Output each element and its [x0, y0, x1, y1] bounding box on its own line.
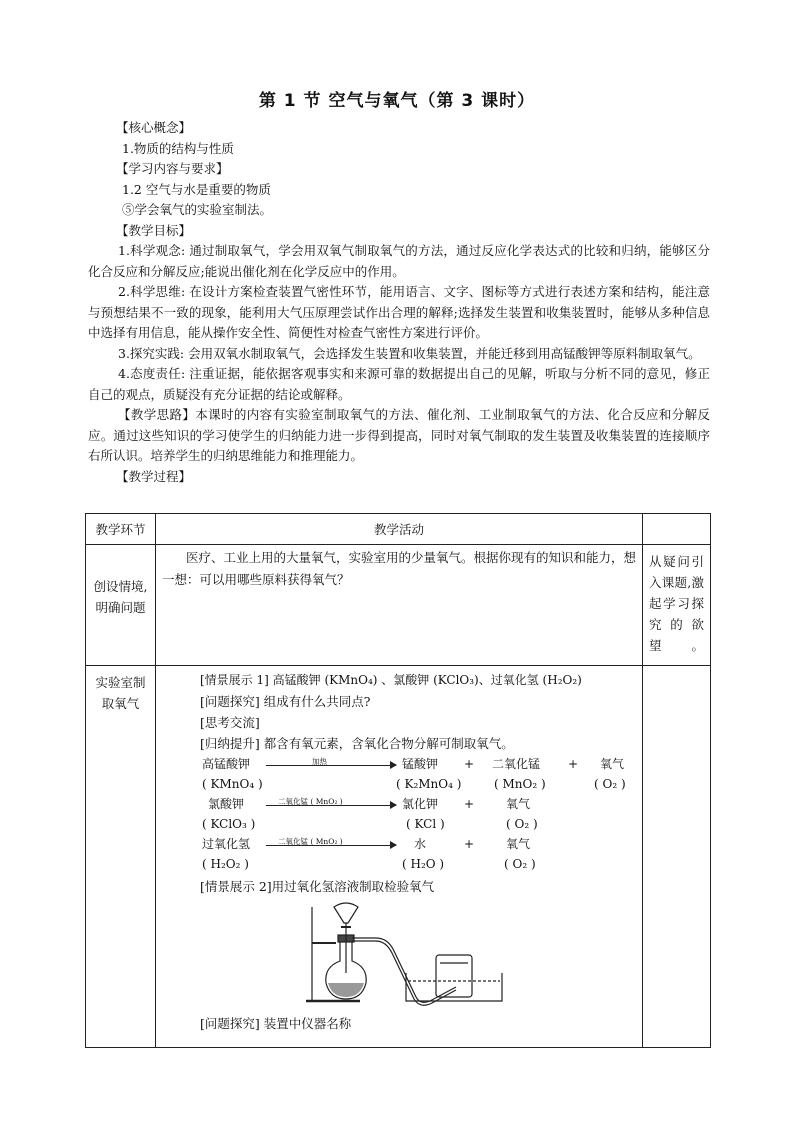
- intro-section: [88, 118, 710, 487]
- question-explore-2: [问题探究] 装置中仪器名称: [200, 1016, 352, 1031]
- core-concept-heading: 【核心概念】: [116, 120, 192, 135]
- eq2-condition: 二氧化锰 ( MnO₂ ): [278, 797, 343, 806]
- stage-label-line1: 创设情境,: [93, 579, 148, 594]
- eq2-product-1-formula: ( KCl ): [406, 817, 445, 831]
- think-exchange: [思考交流]: [200, 715, 260, 730]
- eq1-product-2: 二氧化锰: [492, 757, 541, 771]
- teaching-goals-heading: 【教学目标】: [116, 222, 192, 238]
- eq1-product-2-formula: ( MnO₂ ): [494, 777, 546, 791]
- table-header-row: [86, 514, 711, 545]
- activity-cell: [156, 666, 643, 1048]
- header-activity: 教学活动: [156, 514, 643, 545]
- eq3-reactant-formula: ( H₂O₂ ): [202, 857, 249, 871]
- eq3-product-1: 水: [414, 837, 427, 851]
- goal-attitude-responsibility: 4.态度责任: 注重证据，能依据客观事实和来源可靠的数据提出自己的见解，听取与分析不同的意见，修正自己的观点，质疑没有充分证据的结论或解释。: [88, 366, 710, 402]
- oxygen-apparatus-diagram: [306, 901, 506, 1011]
- learning-content-subitem: ⑤学会氧气的实验室制法。: [122, 202, 273, 217]
- activity-text: 医疗、工业上用的大量氧气，实验室用的少量氧气。根据你现有的知识和能力，想一想：可以用哪些原料获得氧气？: [162, 550, 637, 587]
- scenario-1: [情景展示 1] 高锰酸钾 (KMnO₄) 、氯酸钾 (KClO₃)、过氧化氢 (H₂O₂): [200, 673, 582, 687]
- eq1-product-1-formula: ( K₂MnO₄ ): [396, 777, 462, 791]
- eq1-reactant-formula: ( KMnO₄ ): [202, 777, 263, 791]
- stage-cell: [86, 666, 156, 1048]
- header-stage: 教学环节: [86, 514, 156, 545]
- table-row: [86, 666, 711, 1048]
- eq2-plus: +: [464, 797, 475, 811]
- eq1-product-3-formula: ( O₂ ): [594, 777, 626, 791]
- eq1-arrow: [266, 757, 396, 766]
- eq2-reactant: 氯酸钾: [208, 797, 245, 811]
- header-note: [643, 514, 711, 545]
- delivery-tube: [352, 938, 456, 1002]
- table-row: [86, 545, 711, 666]
- teaching-process-table: [85, 513, 711, 1048]
- eq3-product-1-formula: ( H₂O ): [402, 857, 445, 871]
- eq2-reactant-formula: ( KClO₃ ): [202, 817, 256, 831]
- stage-cell: [86, 545, 156, 666]
- page-title: 第 1 节 空气与氧气（第 3 课时）: [258, 91, 536, 111]
- activity-cell: [156, 545, 643, 666]
- stage-label-line1: 实验室制: [95, 675, 146, 690]
- eq3-condition: 二氧化锰 ( MnO₂ ): [278, 837, 343, 846]
- eq2-product-2: 氧气: [506, 797, 531, 811]
- note-cell: [643, 666, 711, 1048]
- question-explore-1: [问题探究] 组成有什么共同点?: [200, 694, 371, 709]
- core-concept-item: 1.物质的结构与性质: [122, 140, 234, 156]
- note-text: 从疑问引入课题,激起学习探究的欲望。: [649, 554, 704, 653]
- eq2-product-1: 氯化钾: [402, 797, 439, 811]
- eq2-product-2-formula: ( O₂ ): [506, 817, 538, 831]
- goal-inquiry-practice: 3.探究实践: 会用双氧水制取氧气，会选择发生装置和收集装置，并能迁移到用高锰酸钾等原料制取氧气。: [118, 345, 701, 361]
- eq3-reactant: 过氧化氢: [202, 837, 251, 851]
- teaching-approach: 【教学思路】本课时的内容有实验室制取氧气的方法、催化剂、工业制取氧气的方法、化合反应和分解反应。通过这些知识的学习使学生的归纳能力进一步得到提高，同时对氧气制取的发生装置及收集装置的连接顺序右所认识。培养学生的归纳思维能力和推理能力。: [88, 407, 710, 463]
- reaction-equations: [200, 754, 626, 874]
- note-cell: [643, 545, 711, 666]
- eq1-product-3: 氧气: [600, 757, 625, 771]
- eq3-arrow: [266, 837, 396, 846]
- stage-label-line2: 明确问题: [95, 600, 146, 615]
- summary: [归纳提升] 都含有氧元素，含氧化合物分解可制取氧气。: [200, 736, 514, 751]
- eq1-condition: 加热: [312, 757, 327, 766]
- stage-label-line2: 取氧气: [101, 696, 140, 711]
- eq2-arrow: [266, 797, 396, 806]
- learning-content-heading: 【学习内容与要求】: [116, 161, 229, 176]
- eq1-product-1: 锰酸钾: [402, 757, 439, 771]
- goal-scientific-concept: 1.科学观念: 通过制取氧气，学会用双氧气制取氧气的方法，通过反应化学表达式的比较和归纳，能够区分化合反应和分解反应;能说出催化剂在化学反应中的作用。: [88, 243, 710, 279]
- separatory-funnel: [334, 903, 358, 923]
- learning-content-item: 1.2 空气与水是重要的物质: [122, 181, 271, 197]
- eq1-reactant: 高锰酸钾: [202, 757, 251, 771]
- eq1-plus: +: [464, 757, 475, 771]
- scenario-2: [情景展示 2]用过氧化氢溶液制取检验氧气: [200, 879, 435, 894]
- eq1-plus: +: [568, 757, 579, 771]
- goal-scientific-thinking: 2.科学思维: 在设计方案检查装置气密性环节，能用语言、文字、图标等方式进行表述方案和结构，能注意与预想结果不一致的现象，能利用大气压原理尝试作出合理的解释;选择发生装置和收集装置时，能够从多种信息中选择有用信息，能从操作安全性、简便性对检查气密性方案进行评价。: [88, 284, 710, 340]
- eq3-product-2: 氧气: [506, 837, 531, 851]
- teaching-process-heading: 【教学过程】: [116, 468, 192, 484]
- eq3-plus: +: [464, 837, 475, 851]
- eq3-product-2-formula: ( O₂ ): [504, 857, 536, 871]
